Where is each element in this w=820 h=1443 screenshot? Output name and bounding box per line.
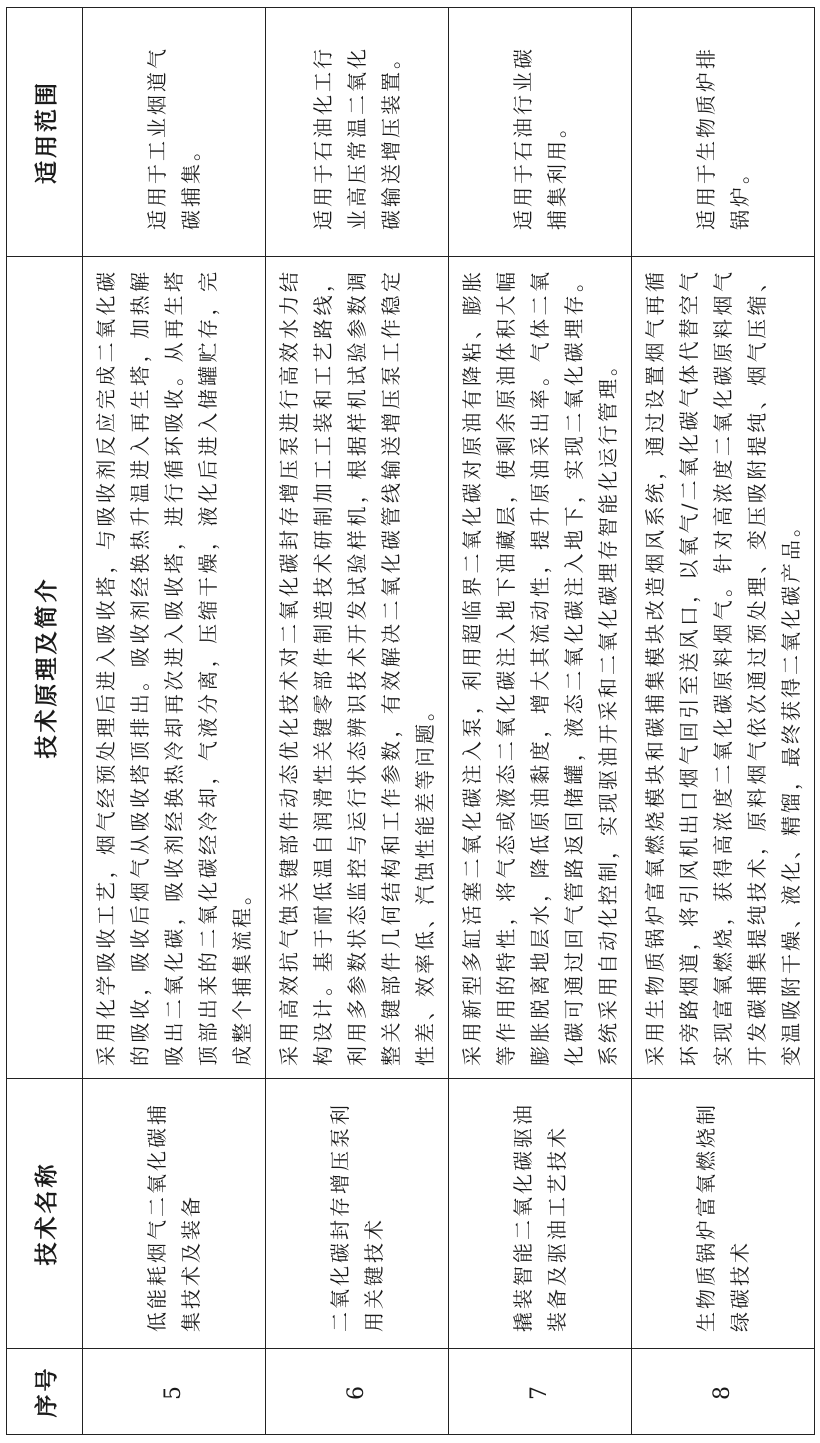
- header-scope: 适用范围: [7, 8, 83, 257]
- technology-name: 二氧化碳封存增压泵利用关键技术: [266, 1079, 449, 1349]
- table-row: [449, 8, 632, 1435]
- table-row: [266, 8, 449, 1435]
- table-header-row: [7, 8, 83, 1435]
- applicable-scope: 适用于工业烟道气碳捕集。: [83, 8, 266, 257]
- applicable-scope: 适用于石油化工行业高压常温二氧化碳输送增压装置。: [266, 8, 449, 257]
- technology-intro: 采用生物质锅炉富氧燃烧模块和碳捕集模块改造烟风系统，通过设置烟气再循环旁路烟道，将引风机出口烟气回引至送风口，以氧气/二氧化碳气体代替空气实现富氧燃烧，获得高浓度二氧化碳原料烟气。针对高浓度二氧化碳原料烟气开发碳捕集提纯技术，原料烟气依次通过预处理、变压吸附提纯、烟气压缩、变温吸附干燥、液化、精馏，最终获得二氧化碳产品。: [632, 257, 815, 1079]
- table-row: [632, 8, 815, 1435]
- row-number: 5: [83, 1349, 266, 1435]
- technology-table: [6, 7, 815, 1435]
- row-number: 8: [632, 1349, 815, 1435]
- header-no: 序号: [7, 1349, 83, 1435]
- technology-name: 撬装智能二氧化碳驱油装备及驱油工艺技术: [449, 1079, 632, 1349]
- table-row: [83, 8, 266, 1435]
- technology-name: 低能耗烟气二氧化碳捕集技术及装备: [83, 1079, 266, 1349]
- technology-intro: 采用高效抗气蚀关键部件动态优化技术对二氧化碳封存增压泵进行高效水力结构设计。基于耐低温自润滑性关键零部件制造技术研制加工工装和工艺路线，利用多参数状态监控与运行状态辨识技术开发试验样机，根据样机试验参数调整关键部件几何结构和工作参数，有效解决二氧化碳管线输送增压泵工作稳定性差、效率低、汽蚀性能差等问题。: [266, 257, 449, 1079]
- technology-intro: 采用新型多缸活塞二氧化碳注入泵，利用超临界二氧化碳对原油有降粘、膨胀等作用的特性，将气态或液态二氧化碳注入地下油藏层，使剩余原油体积大幅膨胀脱离地层水，降低原油黏度，增大其流动性，提升原油采出率。气体二氧化碳可通过回气管路返回储罐，液态二氧化碳注入地下，实现二氧化碳埋存。系统采用自动化控制，实现驱油开采和二氧化碳埋存智能化运行管理。: [449, 257, 632, 1079]
- applicable-scope: 适用于生物质炉排锅炉。: [632, 8, 815, 257]
- row-number: 6: [266, 1349, 449, 1435]
- technology-intro: 采用化学吸收工艺，烟气经预处理后进入吸收塔，与吸收剂反应完成二氧化碳的吸收，吸收后烟气从吸收塔顶排出。吸收剂经换热升温进入再生塔，加热解吸出二氧化碳，吸收剂经换热冷却再次进入吸收塔，进行循环吸收。从再生塔顶部出来的二氧化碳经冷却，气液分离，压缩干燥，液化后进入储罐贮存，完成整个捕集流程。: [83, 257, 266, 1079]
- header-intro: 技术原理及简介: [7, 257, 83, 1079]
- applicable-scope: 适用于石油行业碳捕集利用。: [449, 8, 632, 257]
- technology-name: 生物质锅炉富氧燃烧制绿碳技术: [632, 1079, 815, 1349]
- row-number: 7: [449, 1349, 632, 1435]
- header-name: 技术名称: [7, 1079, 83, 1349]
